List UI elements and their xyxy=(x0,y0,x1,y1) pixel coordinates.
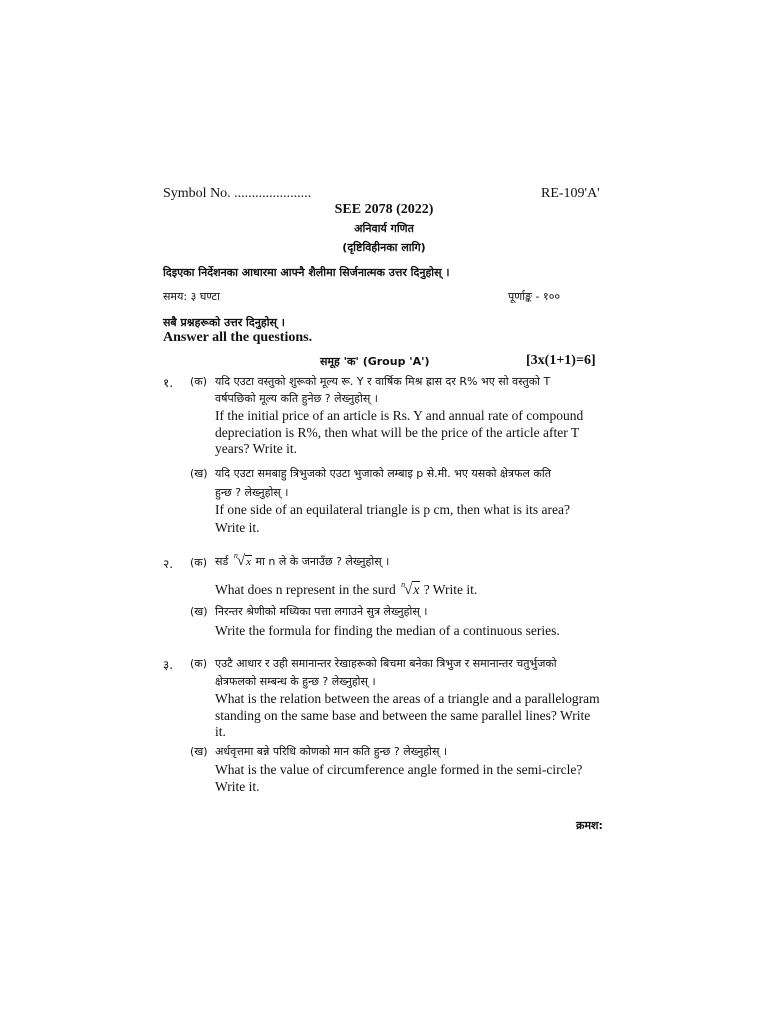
surd-radicand: x xyxy=(413,582,420,597)
question-number: ३. xyxy=(163,658,174,672)
symbol-number: Symbol No. ...................... xyxy=(163,186,312,201)
surd-expression xyxy=(399,582,420,599)
subject-subtitle: (दृष्टिविहीनका लागि) xyxy=(342,241,426,254)
question-text-nepali: यदि एउटा वस्तुको शुरूको मूल्य रू. Y र वार्षिक मिश्र ह्रास दर R% भए सो वस्तुको T xyxy=(215,375,551,388)
group-marks: [3x(1+1)=6] xyxy=(526,353,596,368)
surd-index: n xyxy=(401,580,406,589)
question-text-english xyxy=(215,582,477,599)
question-number: १. xyxy=(163,376,174,390)
question-number: २. xyxy=(163,557,174,571)
surd-expression xyxy=(232,553,252,570)
question-text-english: Write it. xyxy=(215,779,260,794)
surd-index: n xyxy=(233,551,238,560)
part-tag: (क) xyxy=(190,657,208,670)
question-text-nepali: अर्धवृत्तमा बन्ने परिधि कोणको मान कति हुन्छ ? लेख्नुहोस् । xyxy=(215,745,448,758)
part-tag: (क) xyxy=(190,556,208,569)
question-text-nepali xyxy=(215,553,389,570)
general-instruction: दिइएका निर्देशनका आधारमा आफ्नै शैलीमा सिर्जनात्मक उत्तर दिनुहोस् । xyxy=(163,266,450,279)
part-tag: (क) xyxy=(190,375,208,388)
continued-marker: क्रमश: xyxy=(576,819,603,832)
text-segment: मा n ले के जनाउँछ ? लेख्नुहोस् । xyxy=(255,555,390,568)
question-text-english: Write the formula for finding the median of a continuous series. xyxy=(215,623,560,638)
question-text-english: standing on the same base and between the same parallel lines? Write xyxy=(215,708,591,723)
paper-code: RE-109'A' xyxy=(541,186,600,201)
question-text-english: depreciation is R%, then what will be the price of the article after T xyxy=(215,425,580,440)
part-tag: (ख) xyxy=(190,467,208,480)
full-marks: पूर्णाङ्क - १०० xyxy=(508,290,561,303)
question-text-nepali: हुन्छ ? लेख्नुहोस् । xyxy=(215,486,289,499)
part-tag: (ख) xyxy=(190,745,208,758)
exam-title: SEE 2078 (2022) xyxy=(334,202,434,217)
radical-sign: √ xyxy=(404,582,413,598)
question-text-nepali: क्षेत्रफलको सम्बन्ध के हुन्छ ? लेख्नुहोस् । xyxy=(215,675,376,688)
radical-sign: √ xyxy=(236,553,246,569)
question-text-english: What is the value of circumference angle formed in the semi-circle? xyxy=(215,762,583,777)
text-segment: सर्ड xyxy=(215,555,229,568)
text-segment: What does n represent in the surd xyxy=(215,582,396,597)
question-text-nepali: यदि एउटा समबाहु त्रिभुजको एउटा भुजाको लम्बाइ p से.मी. भए यसको क्षेत्रफल कति xyxy=(215,467,551,480)
question-text-nepali: वर्षपछिको मूल्य कति हुनेछ ? लेख्नुहोस् । xyxy=(215,392,378,405)
question-text-english: If the initial price of an article is Rs. Y and annual rate of compound xyxy=(215,408,584,423)
answer-all-english: Answer all the questions. xyxy=(163,330,313,345)
question-text-english: it. xyxy=(215,724,226,739)
question-text-english: If one side of an equilateral triangle is p cm, then what is its area? xyxy=(215,502,570,517)
text-segment: ? Write it. xyxy=(423,582,478,597)
group-title: समूह 'क' (Group 'A') xyxy=(320,355,430,368)
answer-all-nepali: सबै प्रश्नहरूको उत्तर दिनुहोस् । xyxy=(163,316,285,329)
question-text-nepali: निरन्तर श्रेणीको मध्यिका पत्ता लगाउने सुत्र लेख्नुहोस् । xyxy=(215,605,428,618)
part-tag: (ख) xyxy=(190,605,208,618)
subject-title: अनिवार्य गणित xyxy=(354,222,414,235)
question-text-nepali: एउटै आधार र उही समानान्तर रेखाहरूको बिचमा बनेका त्रिभुज र समानान्तर चतुर्भुजको xyxy=(215,657,557,670)
question-text-english: years? Write it. xyxy=(215,441,298,456)
surd-radicand: x xyxy=(246,556,251,568)
question-text-english: Write it. xyxy=(215,520,260,535)
time-allowed: समय: ३ घण्टा xyxy=(163,290,220,303)
question-text-english: What is the relation between the areas of a triangle and a parallelogram xyxy=(215,691,600,706)
